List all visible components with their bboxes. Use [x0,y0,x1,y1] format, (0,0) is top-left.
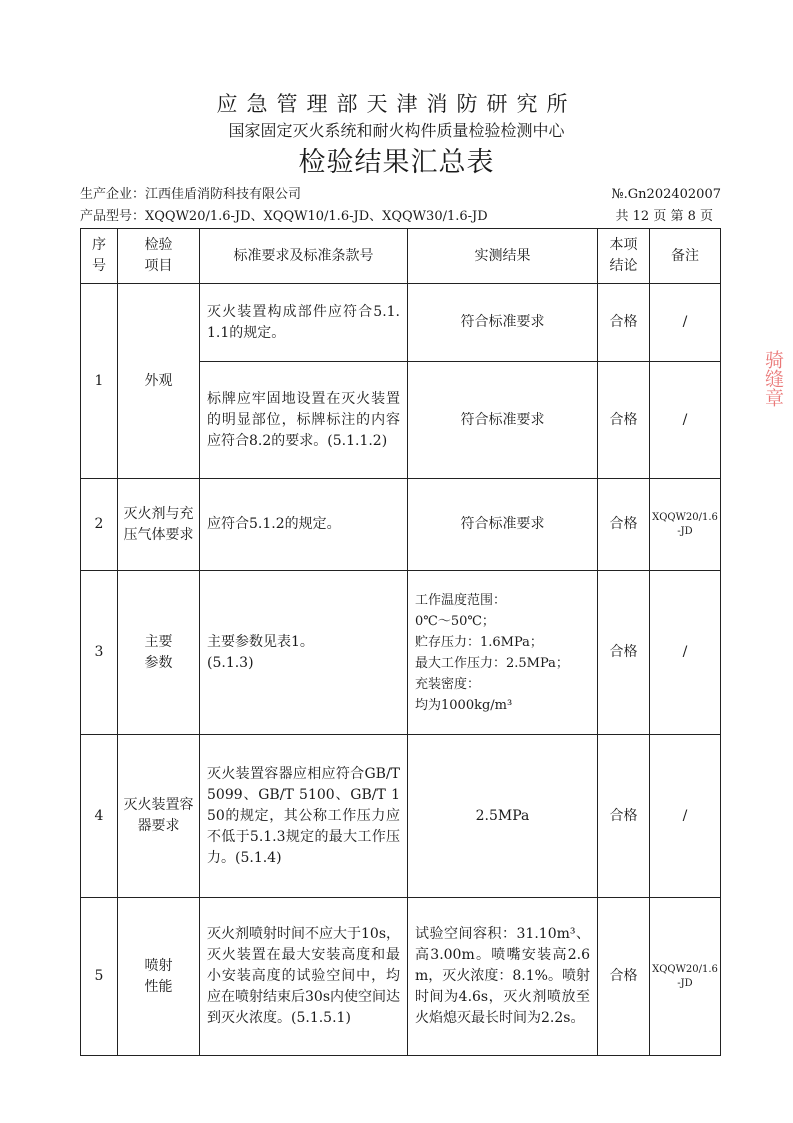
row-requirement: 灭火装置容器应相应符合GB/T 5099、GB/T 5100、GB/T 150的规定，其公称工作压力应不低于5.1.3规定的最大工作压力。(5.1.4) [200,735,408,898]
row-item: 灭火剂与充压气体要求 [118,479,200,571]
row-result: 工作温度范围： 0℃～50℃； 贮存压力：1.6MPa； 最大工作压力：2.5MPa； 充装密度： 均为1000kg/m³ [408,571,598,735]
org-name-line2: 国家固定灭火系统和耐火构件质量检验检测中心 [228,121,565,140]
row-remark: XQQW20/1.6-JD [650,479,721,571]
row-remark: / [650,284,721,362]
row-conclusion: 合格 [598,479,650,571]
row-result: 2.5MPa [408,735,598,898]
row-remark: XQQW20/1.6-JD [650,898,721,1056]
table-row [81,479,721,571]
document-title: 检验结果汇总表 [298,147,495,178]
row-requirement: 灭火装置构成部件应符合5.1.1.1的规定。 [200,284,408,362]
row-result: 符合标准要求 [408,479,598,571]
row-remark: / [650,735,721,898]
row-result: 符合标准要求 [408,362,598,479]
header-conclusion: 本项结论 [598,229,650,284]
product-model: 产品型号：XQQW20/1.6-JD、XQQW10/1.6-JD、XQQW30/1.6-JD [80,209,488,224]
row-conclusion: 合格 [598,571,650,735]
row-no: 2 [81,479,118,571]
row-item: 主要参数 [118,571,200,735]
row-conclusion: 合格 [598,284,650,362]
row-conclusion: 合格 [598,898,650,1056]
row-no: 3 [81,571,118,735]
row-item: 喷射性能 [118,898,200,1056]
header-item: 检验项目 [118,229,200,284]
row-item: 灭火装置容器要求 [118,735,200,898]
table-header-row [81,229,721,284]
header-result: 实测结果 [408,229,598,284]
row-remark: / [650,571,721,735]
row-no: 4 [81,735,118,898]
header-no: 序号 [81,229,118,284]
table-row [81,735,721,898]
row-requirement: 主要参数见表1。 (5.1.3) [200,571,408,735]
row-conclusion: 合格 [598,735,650,898]
page-indicator: 共 12 页 第 8 页 [615,209,713,224]
report-number: №.Gn202402007 [611,187,721,202]
row-requirement: 灭火剂喷射时间不应大于10s，灭火装置在最大安装高度和最小安装高度的试验空间中，均应在喷射结束后30s内使空间达到灭火浓度。(5.1.5.1) [200,898,408,1056]
header-requirement: 标准要求及标准条款号 [200,229,408,284]
header-remark: 备注 [650,229,721,284]
manufacturer: 生产企业：江西佳盾消防科技有限公司 [80,187,302,202]
row-requirement: 标牌应牢固地设置在灭火装置的明显部位，标牌标注的内容应符合8.2的要求。(5.1.1.2) [200,362,408,479]
table-row [81,284,721,362]
row-no: 5 [81,898,118,1056]
row-no: 1 [81,284,118,479]
row-remark: / [650,362,721,479]
org-name-line1: 应急管理部天津消防研究所 [216,92,577,116]
row-result: 符合标准要求 [408,284,598,362]
seam-stamp: 骑缝章 [762,350,784,407]
table-row [81,898,721,1056]
row-result: 试验空间容积：31.10m³、高3.00m。喷嘴安装高2.6m，灭火浓度：8.1%。喷射时间为4.6s，灭火剂喷放至火焰熄灭最长时间为2.2s。 [408,898,598,1056]
results-table [80,228,721,1056]
table-row [81,571,721,735]
row-conclusion: 合格 [598,362,650,479]
row-item: 外观 [118,284,200,479]
row-requirement: 应符合5.1.2的规定。 [200,479,408,571]
